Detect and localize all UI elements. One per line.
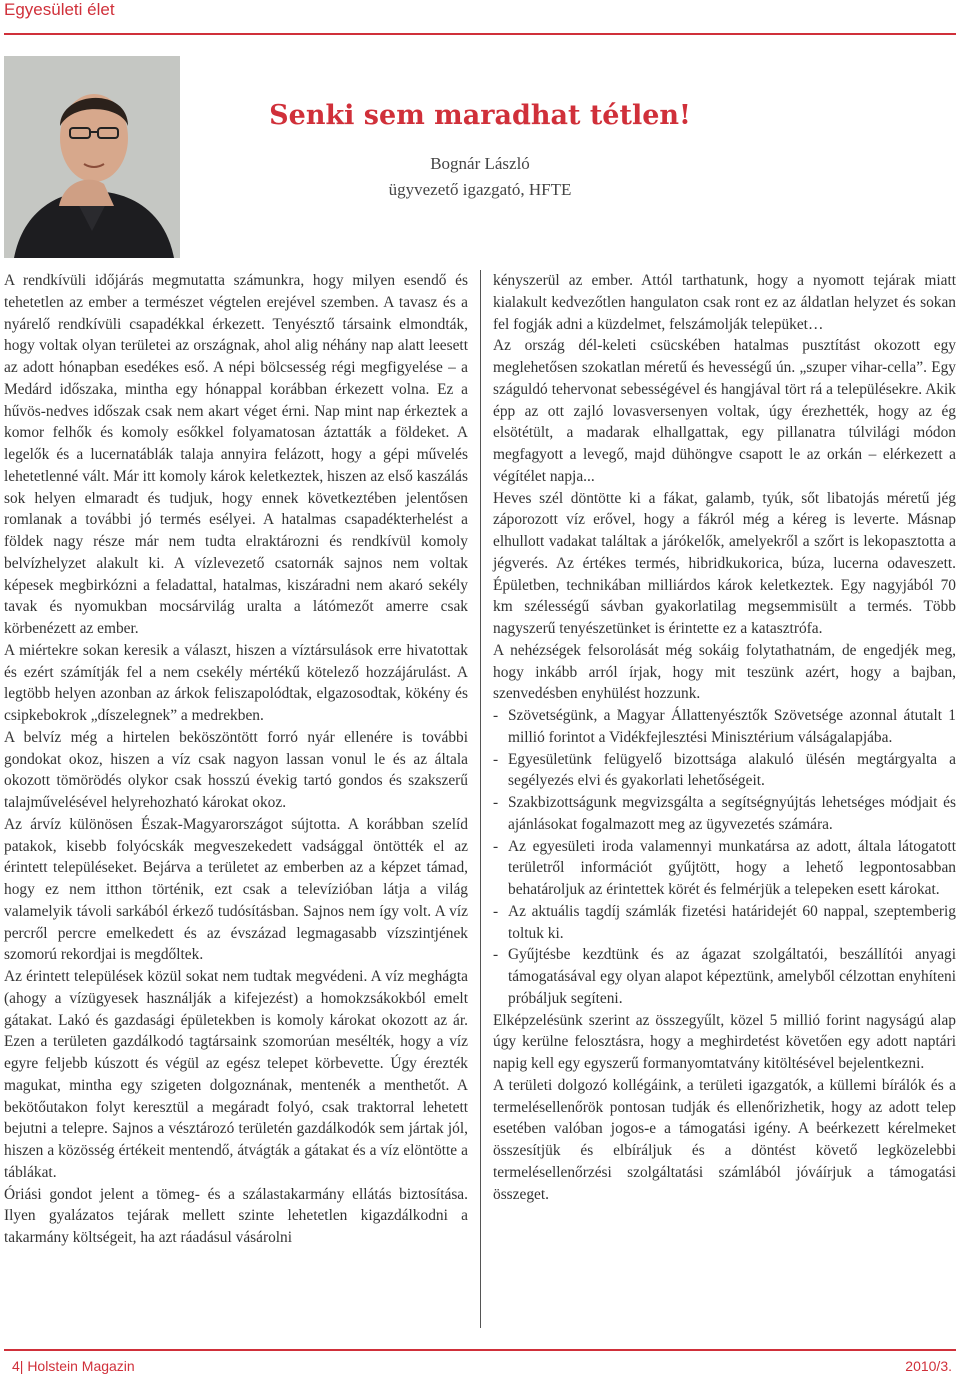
list-item bbox=[493, 705, 956, 749]
paragraph: Az árvíz különösen Észak-Magyarországot sújtotta. A korábban szelíd patakok, kisebb folyócskák megveszekedett vadsággal öntötték el az érintett településeket. Bejárva a területet az emberben az a képzet támad, hogy ez nem itthon történik, ezt csak a televízióban látja a világ valamelyik távoli sarkából érkező tudósításban. Sajnos nem így volt. A víz percről percre emelkedett és az évszázad legmagasabb vízszintjének szomorú rekordjai is megdőltek. bbox=[4, 815, 468, 964]
paragraph: A belvíz még a hirtelen beköszöntött forró nyár ellenére is további gondokat okoz, hiszen a víz csak nagyon lassan vonul le és az általa okozott tömörödés olykor csak hosszú évekig tartó gondos és szakszerű talajművelésével helyrehozható károkat okoz. bbox=[4, 728, 468, 811]
article-title: Senki sem maradhat tétlen! bbox=[269, 100, 691, 131]
list-item bbox=[493, 792, 956, 836]
paragraph: A miértekre sokan keresik a választ, hiszen a víztársulások erre hivatottak és ezért számítják fel a nem csekély mértékű kötelező hozzájárulást. A legtöbb helyen azonban az árkok feliszapolódtak, elgazosodtak, kökény és csipkebokrok „díszelegnek” a medrekben. bbox=[4, 641, 468, 724]
top-divider bbox=[4, 33, 956, 35]
paragraph: Az ország dél-keleti csücskében hatalmas pusztítást okozott egy meglehetősen szokatlan méretű és hevességű ún. „szuper vihar-cella”. Egy száguldó tehervonat sebességével és hangjával tört rá a településekre. Akik épp az ott zajló lovasversenyen voltak, úgy érezhették, hogy az ég elsötétült, a madarak elhallgattak, egy pillanatra túlvilági módon megfagyott a levegő, majd dühöngve csapott le az orkán – elérkezett a végítélet napja... bbox=[493, 337, 956, 485]
list-item-text: Szövetségünk, a Magyar Állattenyésztők Szövetsége azonnal átutalt 1 millió forintot a Vidékfejlesztési Minisztérium válságalapjába. bbox=[508, 707, 956, 746]
bullet-marker: - bbox=[493, 837, 499, 855]
list-item-text: Az aktuális tagdíj számlák fizetési határidejét 60 nappal, szeptemberig toltuk ki. bbox=[508, 902, 956, 942]
column-divider bbox=[480, 270, 481, 1328]
paragraph: Heves szél döntötte ki a fákat, galamb, tyúk, sőt libatojás méretű jég záporozott víz erővel, hogy a fákról még a kéreg is leverte. Másnap elhullott vadakat találtak a járókelők, amelyekről a szőrt is lekopasztotta a jégverés. Az értékes termés, hibridkukorica, búza, lucerna odaveszett. Épületben, technikában milliárdos károk keletkeztek. Egy nagyjából 70 km szélességű sávban gyakorlatilag megsemmisült a termés. Több nagyszerű tenyészetünket is érintette ez a katasztrófa. bbox=[493, 489, 956, 637]
action-list bbox=[493, 705, 956, 1010]
paragraph: Elképzelésünk szerint az összegyűlt, közel 5 millió forint nagyságú alap úgy kerülne felosztásra, hogy a meghirdetést követően egy adott naptári napig kell egy egyszerű formanyomtatvány kitöltésével bejelentkezni. bbox=[493, 1011, 956, 1072]
list-item-text: Gyűjtésbe kezdtünk és az ágazat szolgáltatói, beszállítói anyagi támogatásával egy olyan alapot képeztünk, amelyből célzottan enyhíteni próbáljuk segíteni. bbox=[508, 946, 956, 1007]
list-item bbox=[493, 901, 956, 945]
bullet-marker: - bbox=[493, 707, 499, 724]
list-item-text: Az egyesületi iroda valamennyi munkatársa az adott, általa látogatott területről információt gyűjtött, hogy a lehető legpontosabban behatároljuk az érintettek körét és felmérjük a telepeken esett károkat. bbox=[508, 837, 956, 898]
paragraph: Az érintett települések közül sokat nem tudtak megvédeni. A víz meghágta (ahogy a vízügyesek használják a kifejezést) a homokzsákokból emelt gátakat. Lakó és gazdasági épületekben is komoly károkat okozott az ár. Ezen a területen gazdálkodó tagtársaink szomorúan mesélték, hogy a víz egyre feljebb kúszott és végül az egész telepet körbevette. Úgy érezték magukat, mintha egy szigeten dolgoznának, mentenék a menthetőt. A bekötőutakon folyt keresztül a megáradt folyó, csak traktorral lehetett bejutni a telepre. Sajnos a vésztározó területén gazdálkodók sem jártak jól, hiszen a közösség értékeit mentendő, átvágták a gátakat és a víz elöntötte a táblákat. bbox=[4, 968, 468, 1181]
list-item bbox=[493, 944, 956, 1009]
author-portrait-photo bbox=[4, 56, 180, 258]
bottom-divider bbox=[4, 1349, 956, 1351]
page-footer-issue: 2010/3. bbox=[905, 1358, 952, 1374]
paragraph: A rendkívüli időjárás megmutatta számunkra, hogy milyen esendő és tehetetlen az ember a természet végtelen erejével szemben. A tavasz és a nyárelő rendkívüli csapadékkal érkezett. Tenyésztő társaink elmondták, hogy voltak olyan területei az országnak, ahol alig néhány nap alatt leesett az adott hónapban esedékes eső. A népi bölcsesség régi megfigyelése – a Medárd időszaka, mintha egy hónappal korábban érkezett volna. Ez a hűvös-nedves időszak csak nem akart véget érni. Nap mint nap érkeztek a komor felhők és komoly esőkkel folyamatosan áztatták a földeket. A legelők és a lucernatáblák talaja annyira felázott, hogy a gépi művelés lehetetlenné vált. Már itt komoly károk keletkeztek, hiszen az első kaszálás sok helyen elmaradt és tudjuk, hogy ennek következtében jelentősen romlanak a további jó termés esélyei. A hatalmas csapadékterhelést a földek nagy része már nem tudta elraktározni és rendkívül komoly belvízhelyzet alakult ki. A vízlevezető csatornák sajnos nem voltak képesek megbirkózni a feladattal, hatalmas, kiszáradni nem akaró sekély tavak és nyomukban mocsárvilág uralta a látómezőt amerre csak körbenézett az ember. bbox=[4, 272, 468, 637]
author-name: Bognár László bbox=[430, 154, 530, 173]
bullet-marker: - bbox=[493, 902, 499, 920]
bullet-marker: - bbox=[493, 750, 499, 768]
list-item-text: Szakbizottságunk megvizsgálta a segítségnyújtás lehetséges módjait és ajánlásokat fogalmazott meg az ügyvezetés számára. bbox=[508, 794, 956, 833]
bullet-marker: - bbox=[493, 946, 499, 964]
page-footer-magazine: 4| Holstein Magazin bbox=[12, 1358, 135, 1374]
portrait-icon bbox=[4, 56, 180, 258]
list-item bbox=[493, 836, 956, 901]
bullet-marker: - bbox=[493, 794, 499, 811]
left-column bbox=[4, 270, 468, 1249]
author-role: ügyvezető igazgató, HFTE bbox=[388, 180, 572, 199]
paragraph: A nehézségek felsorolását még sokáig folytathatnám, de engedjék meg, hogy inkább arról írjak, hogy mit teszünk azért, hogy a bajban, szenvedésben enyhülést hozzunk. bbox=[493, 641, 956, 703]
paragraph: Óriási gondot jelent a tömeg- és a szálastakarmány ellátás biztosítása. Ilyen gyalázatos tejárak mellett szinte lehetetlen kigazdálkodni a takarmány költségeit, ha azt ráadásul vásárolni bbox=[4, 1185, 468, 1246]
paragraph: kényszerül az ember. Attól tarthatunk, hogy a nyomott tejárak miatt kialakult kedvezőtlen hangulaton csak ront ez az áldatlan helyzet és sokan fel fogják adni a küzdelmet, felszámolják telepüket… bbox=[493, 272, 956, 333]
list-item-text: Egyesületünk felügyelő bizottsága alakuló ülésén megtárgyalta a segélyezés elvi és gyakorlati lehetőségeit. bbox=[508, 750, 956, 790]
paragraph: A területi dolgozó kollégáink, a területi igazgatók, a küllemi bírálók és a termelésellenőrök pontosan tudják és ellenőrizhetik, hogy az adott telep esetében valóban jogos-e a támogatási igény. A beérkezett kérelmeket összesítjük és elbíráljuk és a döntést követő legközelebbi termelésellenőrzési szolgáltatási számlából jóváírjuk a támogatási összeget. bbox=[493, 1076, 956, 1203]
right-column bbox=[493, 270, 956, 1205]
list-item bbox=[493, 749, 956, 793]
section-label: Egyesületi élet bbox=[4, 0, 115, 19]
